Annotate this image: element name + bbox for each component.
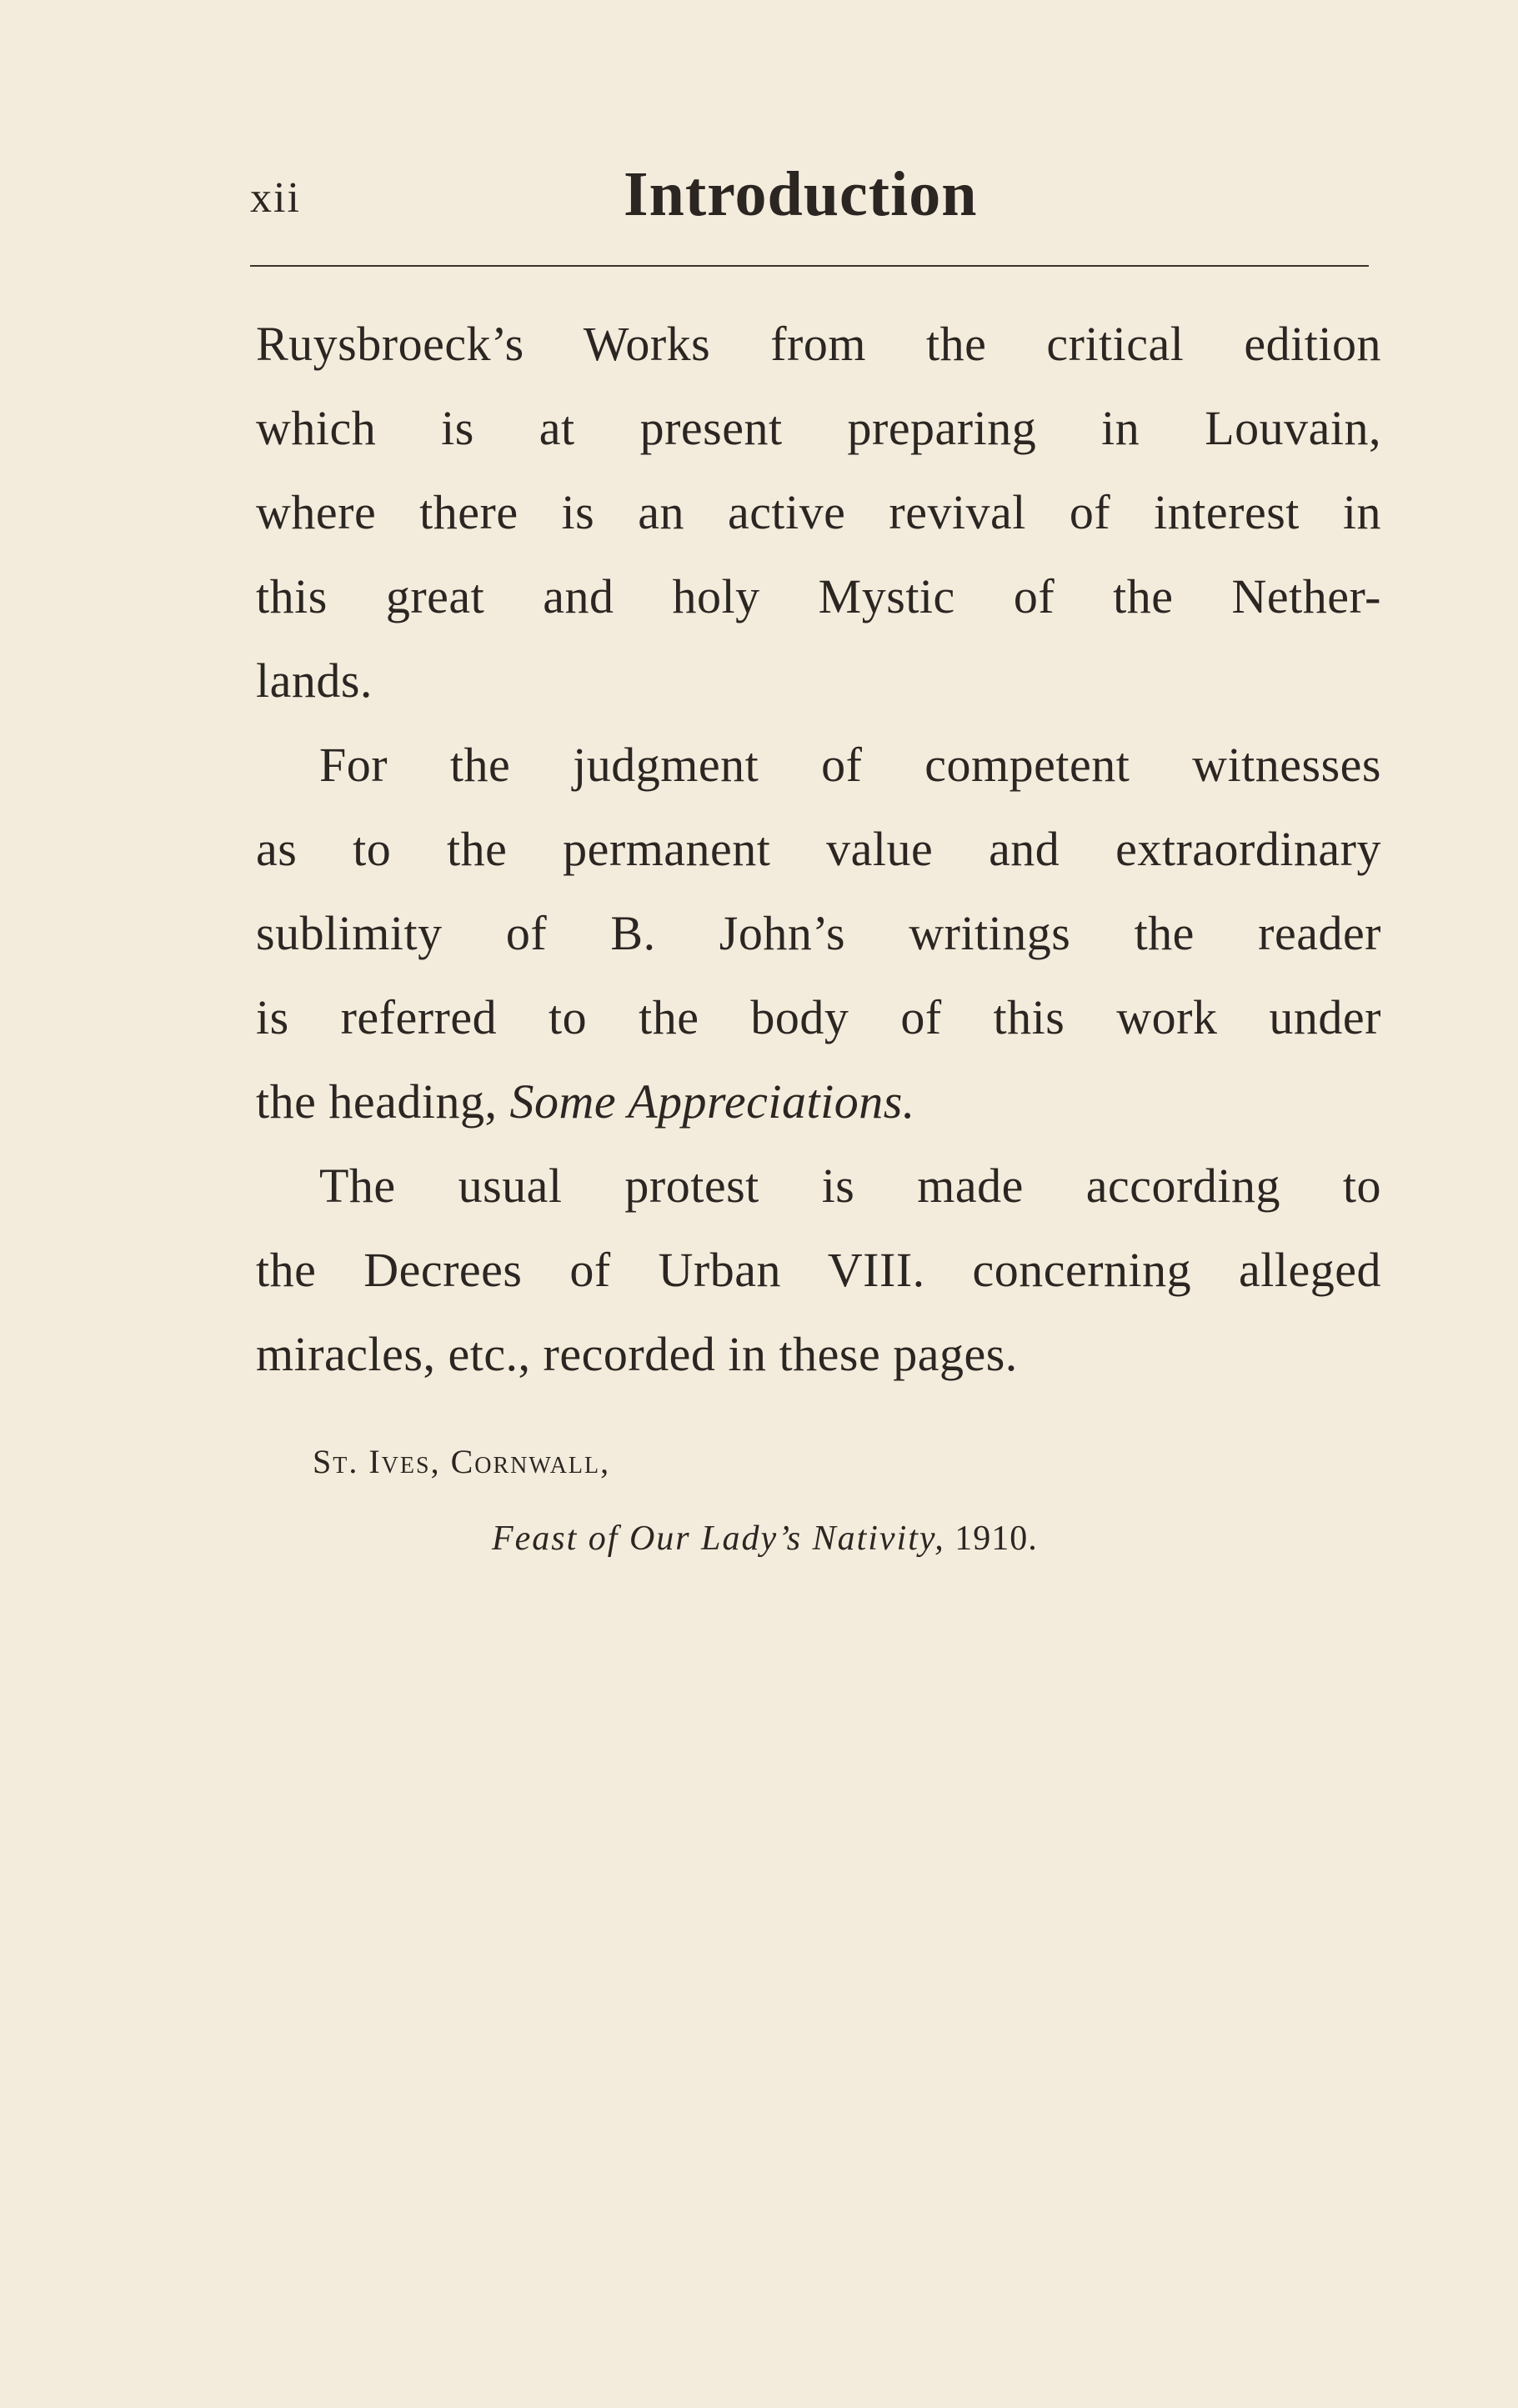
text-line: For the judgment of competent witnesses [319,738,1381,792]
text-line: Ruysbroeck’s Works from the critical edition [256,317,1381,371]
body-text [256,302,1381,1396]
text-line [256,1059,1381,1144]
text-line: this great and holy Mystic of the Nether- [256,569,1381,623]
signature-date [492,1519,1038,1559]
text-line: is referred to the body of this work under [256,990,1381,1044]
feast-date: Feast of Our Lady’s Nativity, [492,1519,945,1558]
text-line: The usual protest is made according to [319,1159,1381,1213]
text-line: as to the permanent value and extraordinary [256,822,1381,876]
text-line: which is at present preparing in Louvain, [256,401,1381,455]
running-title: Introduction [624,159,978,229]
text-line: where there is an active revival of interest in [256,485,1381,539]
text-line: sublimity of B. John’s writings the reader [256,906,1381,960]
signature-place: St. Ives, Cornwall, [313,1443,611,1480]
header-rule [250,265,1369,267]
text-line: lands. [256,653,373,708]
text-span: the heading, [256,1074,510,1129]
year: 1910. [944,1519,1038,1558]
text-line: the Decrees of Urban VIII. concerning alleged [256,1243,1381,1297]
text-line: miracles, etc., recorded in these pages. [256,1327,1018,1381]
page-number: xii [250,174,301,222]
running-head [250,158,1369,233]
italic-title: Some Appreciations. [509,1074,915,1129]
